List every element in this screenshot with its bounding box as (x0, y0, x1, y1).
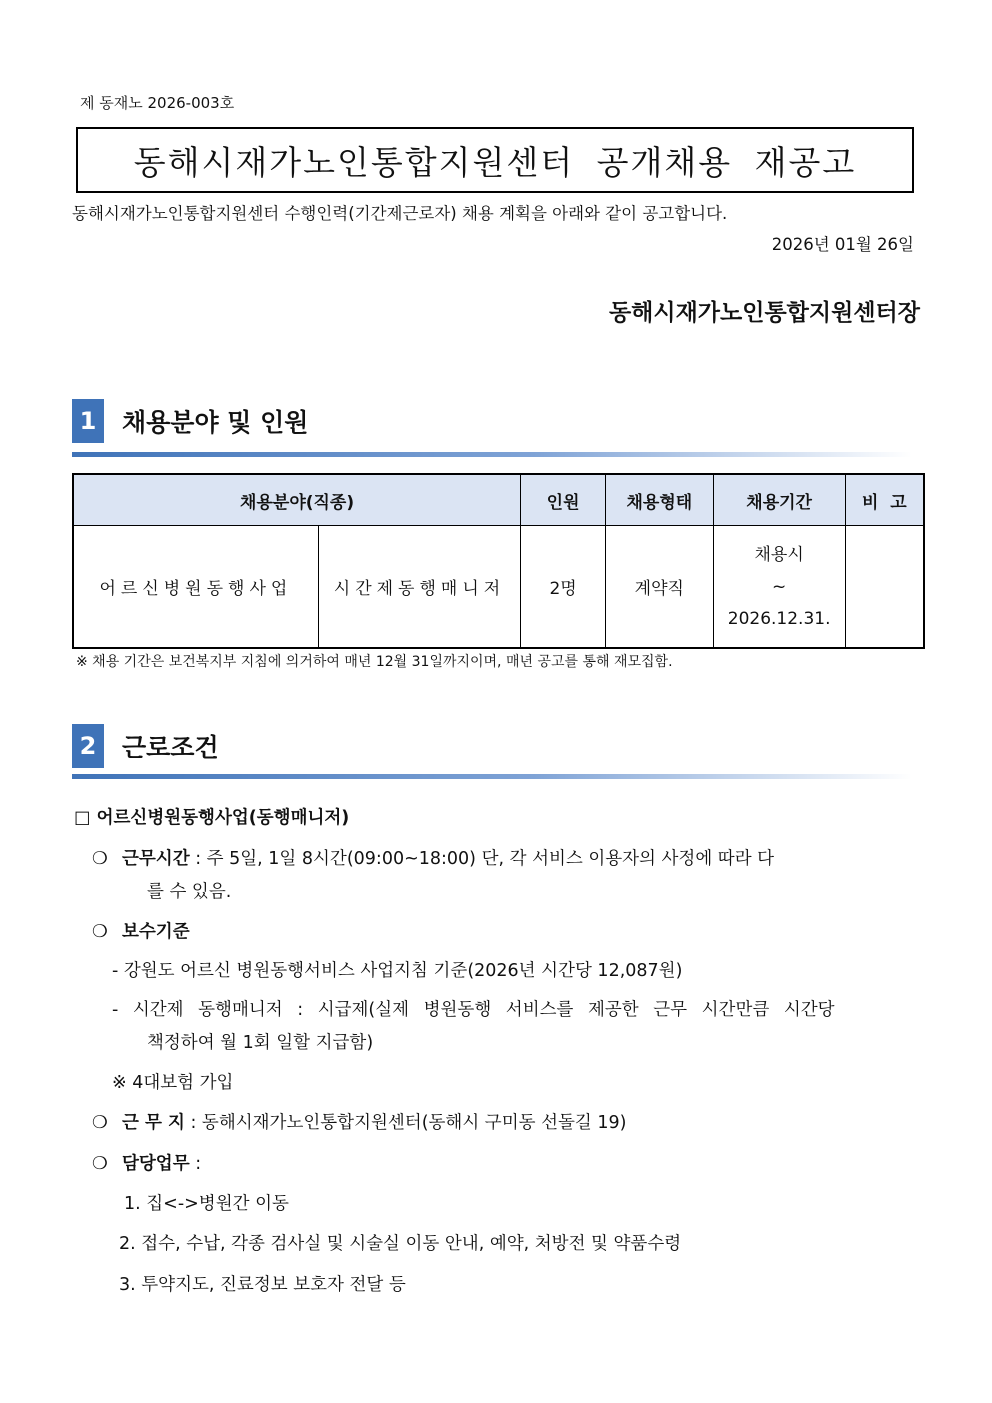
intro-text: 동해시재가노인통합지원센터 수행인력(기간제근로자) 채용 계획을 아래와 같이 공고합니다. (72, 204, 728, 223)
duty-item-3: 3. 투약지도, 진료정보 보호자 전달 등 (119, 1275, 406, 1295)
document-number: 제 동재노 2026-003호 (80, 94, 235, 112)
table-row (73, 526, 924, 649)
duty-label: 담당업무 (122, 1154, 190, 1174)
header-period: 채용기간 (713, 474, 845, 526)
header-type: 채용형태 (605, 474, 713, 526)
page-title: 동해시재가노인통합지원센터 공개채용 재공고 (133, 142, 857, 182)
insurance-note: ※ 4대보험 가입 (112, 1073, 234, 1093)
cell-count: 2명 (521, 526, 606, 649)
section-2-header (72, 724, 219, 768)
pay-item-2: - 시간제 동행매니저 : 시급제(실제 병원동행 서비스를 제공한 근무 시간만큼 시간당 (112, 1000, 835, 1020)
work-hours-line (92, 845, 922, 870)
duty-item-2: 2. 접수, 수납, 각종 검사실 및 시술실 이동 안내, 예약, 처방전 및 약품수령 (119, 1234, 682, 1254)
section-1-title: 채용분야 및 인원 (122, 408, 309, 437)
header-count: 인원 (521, 474, 606, 526)
cell-period (713, 526, 845, 649)
period-start: 채용시 (754, 544, 804, 565)
duty-colon: : (189, 1154, 202, 1174)
cell-field: 어르신병원동행사업 (73, 526, 318, 649)
section-2-divider (72, 774, 912, 779)
work-hours-text: : 주 5일, 1일 8시간(09:00~18:00) 단, 각 서비스 이용자의 사정에 따라 다 (189, 849, 775, 869)
pay-item-2-continuation: 책정하여 월 1회 일할 지급함) (147, 1033, 374, 1053)
workplace-line (92, 1109, 626, 1134)
cell-job: 시간제동행매니저 (318, 526, 520, 649)
section-2-number: 2 (72, 724, 104, 768)
cell-note (845, 526, 924, 649)
duty-line (92, 1150, 201, 1175)
header-field: 채용분야(직종) (73, 474, 521, 526)
subsection-heading: □ 어르신병원동행사업(동행매니저) (74, 808, 350, 828)
period-separator: ~ (772, 576, 787, 597)
bullet-icon: ❍ (92, 1113, 108, 1133)
pay-label: 보수기준 (122, 922, 190, 942)
header-note: 비 고 (845, 474, 924, 526)
pay-item-1: - 강원도 어르신 병원동행서비스 사업지침 기준(2026년 시간당 12,087원) (112, 961, 683, 981)
bullet-icon: ❍ (92, 922, 108, 942)
bullet-icon: ❍ (92, 849, 108, 869)
section-1-divider (72, 452, 912, 457)
pay-line (92, 918, 190, 943)
title-box (76, 127, 914, 193)
period-end: 2026.12.31. (727, 608, 831, 629)
table-header-row (73, 474, 924, 526)
section-1-header (72, 399, 308, 443)
table-footnote: ※ 채용 기간은 보건복지부 지침에 의거하여 매년 12월 31일까지이며, 매년 공고를 통해 재모집함. (76, 654, 673, 670)
work-hours-continuation: 를 수 있음. (147, 882, 232, 902)
workplace-label: 근 무 지 (122, 1113, 185, 1133)
signer: 동해시재가노인통합지원센터장 (608, 300, 920, 326)
work-hours-label: 근무시간 (122, 849, 190, 869)
announcement-date: 2026년 01월 26일 (771, 235, 914, 254)
duty-item-1: 1. 집<->병원간 이동 (124, 1194, 289, 1214)
cell-type: 계약직 (605, 526, 713, 649)
section-2-title: 근로조건 (122, 733, 219, 762)
bullet-icon: ❍ (92, 1154, 108, 1174)
section-1-number: 1 (72, 399, 104, 443)
workplace-text: : 동해시재가노인통합지원센터(동해시 구미동 선돌길 19) (184, 1113, 627, 1133)
recruitment-table (72, 473, 925, 649)
